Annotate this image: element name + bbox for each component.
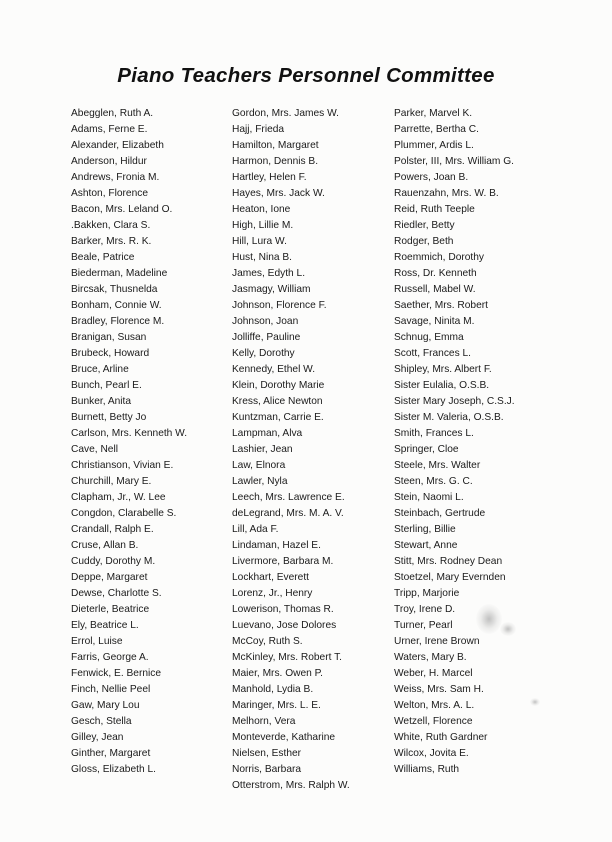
member-name: Finch, Nellie Peel: [71, 684, 151, 695]
member-name: Heaton, Ione: [232, 204, 291, 215]
member-name: Tripp, Marjorie: [394, 588, 460, 599]
member-name: Harmon, Dennis B.: [232, 156, 319, 167]
member-name: Kelly, Dorothy: [232, 348, 295, 359]
member-name: Bradley, Florence M.: [71, 316, 165, 327]
member-name: Wetzell, Florence: [394, 716, 473, 727]
member-name: Lampman, Alva: [232, 428, 303, 439]
member-name: Schnug, Emma: [394, 332, 464, 343]
member-name: High, Lillie M.: [232, 220, 294, 231]
member-name: Ely, Beatrice L.: [71, 620, 139, 631]
name-column-2: [232, 106, 350, 794]
member-name: Savage, Ninita M.: [394, 316, 475, 327]
member-name: Gaw, Mary Lou: [71, 700, 140, 711]
member-name: Dieterle, Beatrice: [71, 604, 150, 615]
member-name: Burnett, Betty Jo: [71, 412, 147, 423]
member-name: Maier, Mrs. Owen P.: [232, 668, 323, 679]
member-name: Gesch, Stella: [71, 716, 132, 727]
member-name: Gloss, Elizabeth L.: [71, 764, 156, 775]
member-name: Sister Eulalia, O.S.B.: [394, 380, 490, 391]
member-name: Jasmagy, William: [232, 284, 311, 295]
member-name: Parker, Marvel K.: [394, 108, 473, 119]
member-name: Steele, Mrs. Walter: [394, 460, 481, 471]
member-name: Johnson, Joan: [232, 316, 299, 327]
member-name: Riedler, Betty: [394, 220, 455, 231]
ink-smudge: [476, 604, 502, 634]
member-name: Stein, Naomi L.: [394, 492, 464, 503]
member-name: Rauenzahn, Mrs. W. B.: [394, 188, 499, 199]
ink-smudge: [530, 698, 540, 706]
member-name: Reid, Ruth Teeple: [394, 204, 475, 215]
member-name: Carlson, Mrs. Kenneth W.: [71, 428, 188, 439]
member-name: White, Ruth Gardner: [394, 732, 488, 743]
member-name: Hartley, Helen F.: [232, 172, 307, 183]
member-name: Nielsen, Esther: [232, 748, 302, 759]
member-name: Gordon, Mrs. James W.: [232, 108, 339, 119]
member-name: .Bakken, Clara S.: [71, 220, 151, 231]
member-name: Dewse, Charlotte S.: [71, 588, 162, 599]
member-name: Hill, Lura W.: [232, 236, 287, 247]
member-name: Weiss, Mrs. Sam H.: [394, 684, 484, 695]
member-name: Hayes, Mrs. Jack W.: [232, 188, 325, 199]
member-name: Cuddy, Dorothy M.: [71, 556, 156, 567]
name-column-1: [71, 106, 187, 778]
member-name: Polster, III, Mrs. William G.: [394, 156, 514, 167]
member-name: McKinley, Mrs. Robert T.: [232, 652, 343, 663]
member-name: Hamilton, Margaret: [232, 140, 319, 151]
member-name: Brubeck, Howard: [71, 348, 150, 359]
page-title: Piano Teachers Personnel Committee: [117, 64, 495, 87]
member-name: Errol, Luise: [71, 636, 123, 647]
member-name: Plummer, Ardis L.: [394, 140, 474, 151]
member-name: Adams, Ferne E.: [71, 124, 148, 135]
member-name: Roemmich, Dorothy: [394, 252, 485, 263]
member-name: Crandall, Ralph E.: [71, 524, 154, 535]
member-name: Barker, Mrs. R. K.: [71, 236, 152, 247]
member-name: Weber, H. Marcel: [394, 668, 473, 679]
member-name: Stoetzel, Mary Evernden: [394, 572, 506, 583]
member-name: Bunch, Pearl E.: [71, 380, 142, 391]
member-name: Sterling, Billie: [394, 524, 456, 535]
member-name: Jolliffe, Pauline: [232, 332, 301, 343]
member-name: Lill, Ada F.: [232, 524, 279, 535]
member-name: Waters, Mary B.: [394, 652, 467, 663]
member-name: Melhorn, Vera: [232, 716, 296, 727]
member-name: Leech, Mrs. Lawrence E.: [232, 492, 345, 503]
member-name: Hajj, Frieda: [232, 124, 285, 135]
member-name: Lindaman, Hazel E.: [232, 540, 321, 551]
member-name: Stitt, Mrs. Rodney Dean: [394, 556, 503, 567]
member-name: Livermore, Barbara M.: [232, 556, 334, 567]
member-name: Saether, Mrs. Robert: [394, 300, 488, 311]
member-name: Fenwick, E. Bernice: [71, 668, 162, 679]
member-name: Kennedy, Ethel W.: [232, 364, 316, 375]
member-name: Lashier, Jean: [232, 444, 293, 455]
member-name: Ginther, Margaret: [71, 748, 151, 759]
member-name: Scott, Frances L.: [394, 348, 472, 359]
member-name: Manhold, Lydia B.: [232, 684, 314, 695]
member-name: Kress, Alice Newton: [232, 396, 323, 407]
member-name: Gilley, Jean: [71, 732, 124, 743]
member-name: Wilcox, Jovita E.: [394, 748, 469, 759]
member-name: Beale, Patrice: [71, 252, 135, 263]
member-name: Hust, Nina B.: [232, 252, 293, 263]
member-name: Johnson, Florence F.: [232, 300, 327, 311]
member-name: Ashton, Florence: [71, 188, 149, 199]
member-name: Kuntzman, Carrie E.: [232, 412, 324, 423]
member-name: Luevano, Jose Dolores: [232, 620, 337, 631]
member-name: Clapham, Jr., W. Lee: [71, 492, 166, 503]
ink-smudge: [500, 622, 516, 636]
member-name: Springer, Cloe: [394, 444, 459, 455]
member-name: Farris, George A.: [71, 652, 149, 663]
member-name: Bonham, Connie W.: [71, 300, 162, 311]
member-name: Steen, Mrs. G. C.: [394, 476, 473, 487]
member-name: deLegrand, Mrs. M. A. V.: [232, 508, 344, 519]
member-name: Christianson, Vivian E.: [71, 460, 174, 471]
member-name: Biederman, Madeline: [71, 268, 168, 279]
member-name: Anderson, Hildur: [71, 156, 147, 167]
member-name: Lawler, Nyla: [232, 476, 288, 487]
member-name: Monteverde, Katharine: [232, 732, 336, 743]
member-name: Turner, Pearl: [394, 620, 453, 631]
member-name: Churchill, Mary E.: [71, 476, 152, 487]
member-name: Williams, Ruth: [394, 764, 460, 775]
member-name: Bircsak, Thusnelda: [71, 284, 158, 295]
member-name: Andrews, Fronia M.: [71, 172, 160, 183]
member-name: Maringer, Mrs. L. E.: [232, 700, 321, 711]
member-name: Congdon, Clarabelle S.: [71, 508, 177, 519]
member-name: Parrette, Bertha C.: [394, 124, 479, 135]
member-name: Cruse, Allan B.: [71, 540, 139, 551]
member-name: Branigan, Susan: [71, 332, 147, 343]
member-name: Welton, Mrs. A. L.: [394, 700, 475, 711]
name-column-3: [394, 106, 515, 778]
member-name: Cave, Nell: [71, 444, 118, 455]
member-name: Deppe, Margaret: [71, 572, 148, 583]
member-name: Otterstrom, Mrs. Ralph W.: [232, 780, 350, 791]
member-name: Urner, Irene Brown: [394, 636, 480, 647]
member-name: Law, Elnora: [232, 460, 286, 471]
member-name: Alexander, Elizabeth: [71, 140, 164, 151]
member-name: Stewart, Anne: [394, 540, 458, 551]
member-name: Sister Mary Joseph, C.S.J.: [394, 396, 515, 407]
member-name: Lorenz, Jr., Henry: [232, 588, 313, 599]
member-name: Russell, Mabel W.: [394, 284, 476, 295]
member-name: Abegglen, Ruth A.: [71, 108, 154, 119]
member-name: Smith, Frances L.: [394, 428, 474, 439]
member-name: Lowerison, Thomas R.: [232, 604, 334, 615]
member-name: Bacon, Mrs. Leland O.: [71, 204, 173, 215]
member-name: Lockhart, Everett: [232, 572, 310, 583]
member-name: Norris, Barbara: [232, 764, 302, 775]
member-name: James, Edyth L.: [232, 268, 306, 279]
member-name: Rodger, Beth: [394, 236, 454, 247]
member-name: McCoy, Ruth S.: [232, 636, 303, 647]
member-name: Shipley, Mrs. Albert F.: [394, 364, 492, 375]
member-name: Bunker, Anita: [71, 396, 132, 407]
member-name: Bruce, Arline: [71, 364, 129, 375]
member-name: Sister M. Valeria, O.S.B.: [394, 412, 504, 423]
member-name: Steinbach, Gertrude: [394, 508, 486, 519]
member-name: Klein, Dorothy Marie: [232, 380, 325, 391]
member-name: Troy, Irene D.: [394, 604, 456, 615]
member-name: Powers, Joan B.: [394, 172, 469, 183]
member-name: Ross, Dr. Kenneth: [394, 268, 477, 279]
